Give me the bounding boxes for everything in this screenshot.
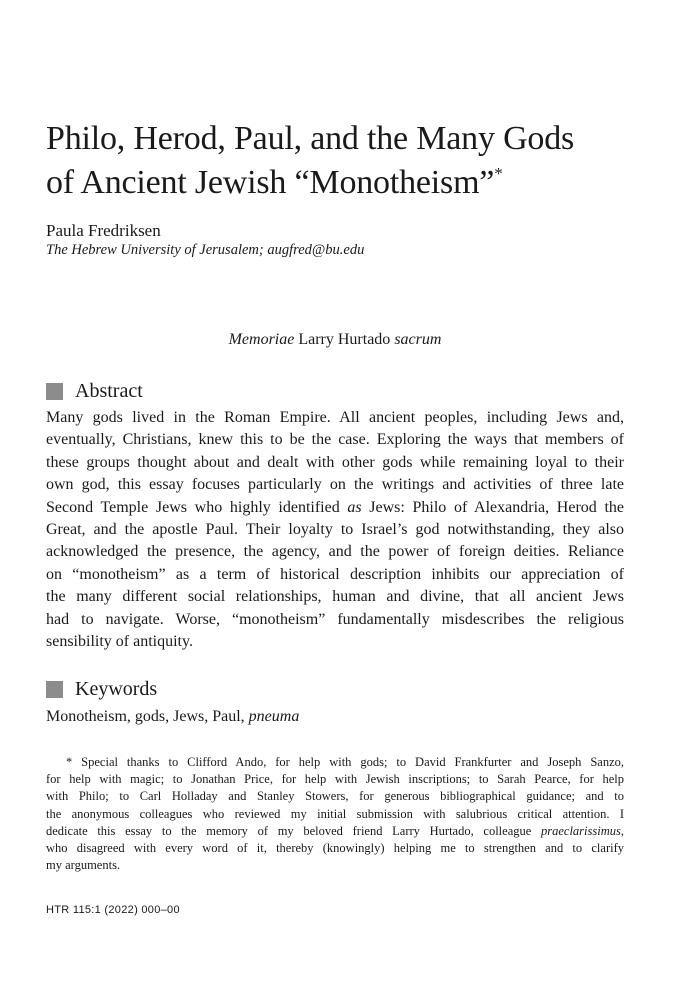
footnote-line: my arguments. bbox=[46, 858, 121, 873]
author-name: Paula Fredriksen bbox=[46, 221, 161, 240]
keywords-items: Monotheism, gods, Jews, Paul, bbox=[46, 708, 249, 725]
abstract-line bbox=[46, 497, 624, 519]
keywords-list bbox=[46, 706, 299, 728]
footnote-line: for help with magic; to Jonathan Price, for help with Jewish inscriptions; to Sarah Pearce, for help bbox=[46, 772, 624, 787]
abstract-emphasis: as bbox=[347, 498, 362, 516]
abstract-line: Great, and the apostle Paul. Their loyalty to Israel’s god notwithstanding, they also bbox=[46, 521, 624, 539]
abstract-line-5-post: Jews: Philo of Alexandria, Herod the bbox=[361, 498, 624, 516]
footnote-line: the anonymous colleagues who reviewed my initial submission with salubrious critical attention. I bbox=[46, 806, 624, 821]
abstract-body bbox=[46, 407, 624, 653]
keywords-heading bbox=[46, 677, 157, 701]
abstract-line: these groups thought about and dealt with other gods while remaining loyal to their bbox=[46, 453, 624, 471]
title-line-1: Philo, Herod, Paul, and the Many Gods bbox=[46, 120, 575, 157]
footnote bbox=[46, 754, 624, 874]
dedication-name: Larry Hurtado bbox=[298, 331, 391, 348]
footnote-line: with Philo; to Carl Holladay and Stanley Stowers, for generous bibliographical guidance; and to bbox=[46, 789, 624, 804]
dedication-prefix: Memoriae bbox=[228, 331, 295, 348]
title-footnote-mark[interactable]: * bbox=[494, 164, 503, 183]
abstract-line: sensibility of antiquity. bbox=[46, 633, 193, 651]
footnote-line-5-pre: dedicate this essay to the memory of my beloved friend Larry Hurtado, colleague bbox=[46, 823, 541, 838]
abstract-line: eventually, Christians, knew this to be the case. Exploring the ways that members of bbox=[46, 431, 624, 449]
keyword-pneuma: pneuma bbox=[248, 708, 300, 725]
footnote-emphasis: praeclarissimus bbox=[541, 823, 621, 838]
footnote-line: who disagreed with every word of it, thereby (knowingly) helping me to strengthen and to clarify bbox=[46, 841, 624, 856]
abstract-line: on “monotheism” as a term of historical description inhibits our appreciation of bbox=[46, 565, 624, 583]
section-square-icon bbox=[46, 383, 63, 400]
footnote-line-5-post: , bbox=[620, 823, 624, 838]
abstract-line: the many different social relationships, human and divine, that all ancient Jews bbox=[46, 588, 624, 606]
dedication bbox=[46, 330, 624, 350]
section-square-icon bbox=[46, 681, 63, 698]
abstract-line-5-pre: Second Temple Jews who highly identified bbox=[46, 498, 348, 516]
keywords-heading-label: Keywords bbox=[75, 678, 158, 700]
footnote-line bbox=[46, 823, 624, 840]
abstract-line: own god, this essay focuses particularly on the writings and activities of three late bbox=[46, 476, 624, 494]
dedication-suffix: sacrum bbox=[394, 331, 442, 348]
footnote-line: * Special thanks to Clifford Ando, for help with gods; to David Frankfurter and Joseph Sanzo, bbox=[66, 755, 624, 769]
abstract-line: Many gods lived in the Roman Empire. All ancient peoples, including Jews and, bbox=[46, 409, 624, 426]
abstract-heading-label: Abstract bbox=[75, 380, 143, 402]
abstract-line: acknowledged the presence, the agency, and the power of foreign deities. Reliance bbox=[46, 543, 624, 561]
abstract-line: had to navigate. Worse, “monotheism” fundamentally misdescribes the religious bbox=[46, 610, 624, 628]
article-page bbox=[46, 0, 624, 988]
journal-reference: HTR 115:1 (2022) 000–00 bbox=[46, 904, 180, 916]
article-title bbox=[46, 117, 636, 205]
author-affiliation: The Hebrew University of Jerusalem; augfred@bu.edu bbox=[46, 242, 365, 258]
title-line-2: of Ancient Jewish “Monotheism” bbox=[46, 164, 495, 201]
abstract-heading bbox=[46, 379, 143, 403]
